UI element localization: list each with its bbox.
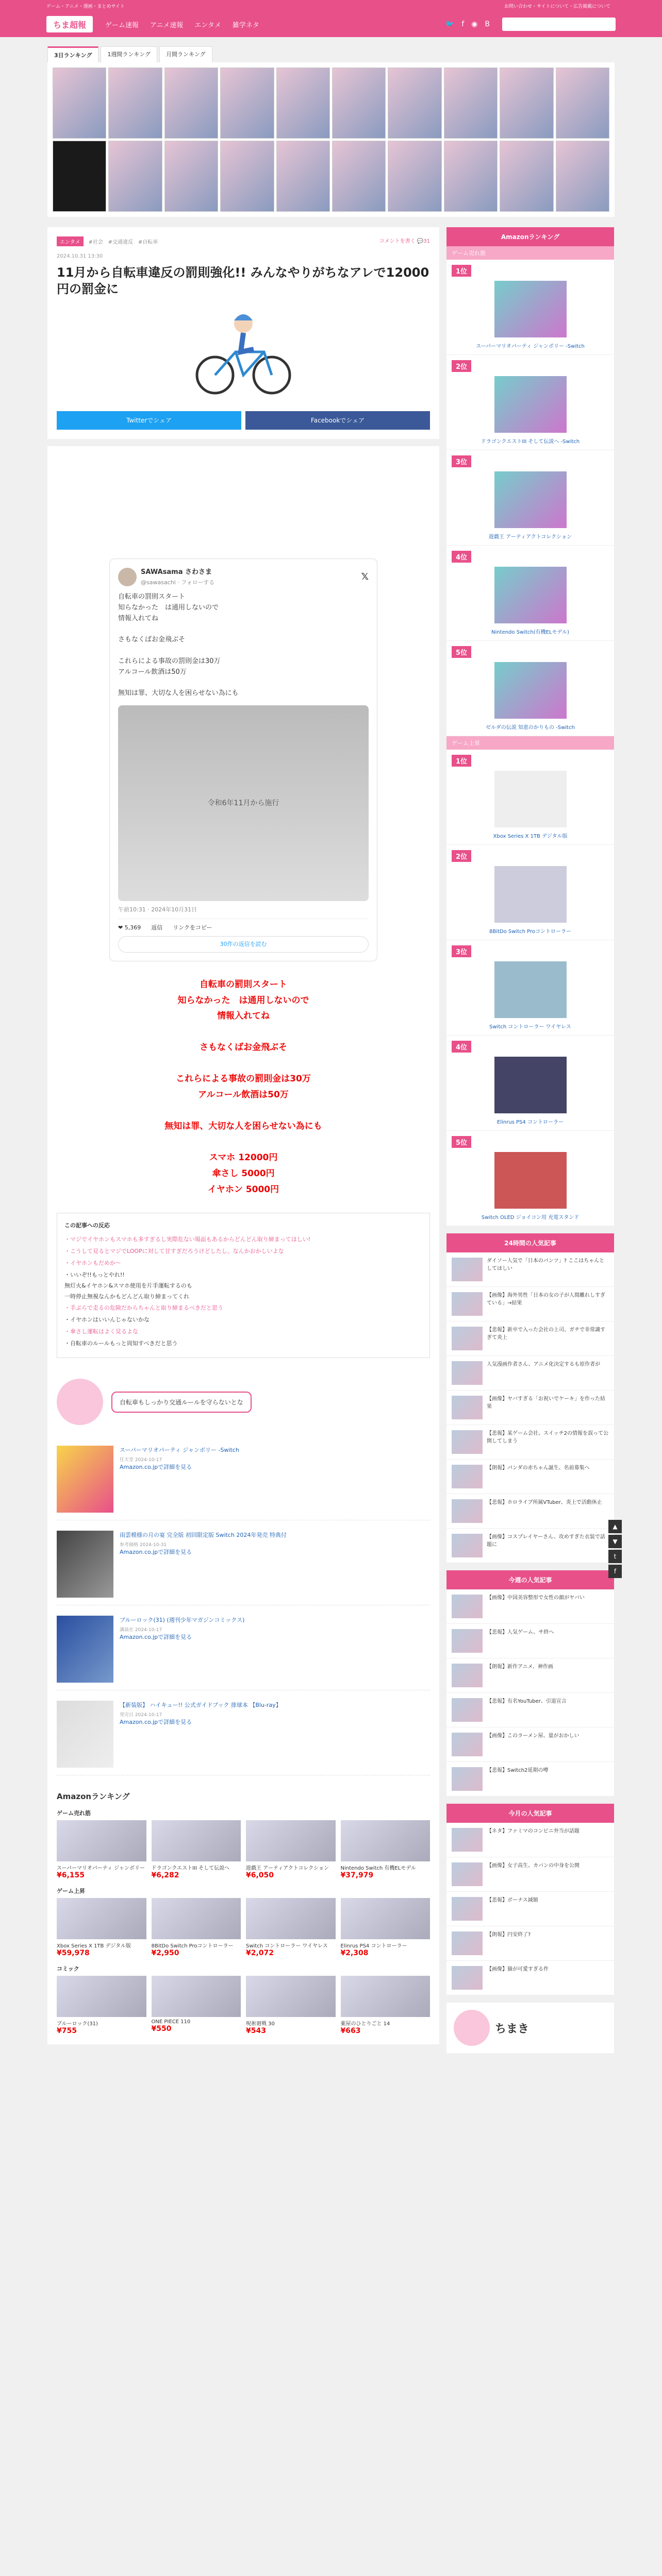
nav-item-zatsugaku[interactable]: 雑学ネタ	[232, 21, 259, 29]
x-logo-icon: 𝕏	[361, 571, 369, 582]
product-card[interactable]: 呪術廻戦 30 ¥543	[246, 1976, 336, 2035]
character-avatar	[454, 2010, 490, 2046]
sidebar-rank-item[interactable]: 4位 Nintendo Switch(有機ELモデル)	[446, 546, 614, 641]
ranking-thumb[interactable]	[500, 67, 553, 139]
reactions-box: この記事への反応 ・マジでイヤホンもスマホも多すぎるし実際危ない場面もあるからどんどん取り締まってほしい! ・こうして見るとマジでLOOPに対して甘すぎだろうけどしたし、なんかおかしいよな ・イヤホンもだめか〜 ・いいぞ!!もっとやれ!! 無灯火&イヤホン&スマホ使用を片手運転するのも 一時停止無視なんかもどんどん取り締まってくれ ・手ぶらで走るの危険だからちゃんと取り締まるべきだと思う ・イヤホンはいいんじゃないかな ・傘さし運転はよく見るよな ・自転車のルールもっと周知すべきだと思う	[57, 1213, 430, 1358]
comment-link[interactable]: コメントを書く 💬31	[379, 239, 430, 244]
news-item[interactable]: 【悲報】人気ゲーム、サ終へ	[446, 1624, 614, 1658]
scroll-up-icon[interactable]: ▲	[608, 1520, 622, 1533]
amazon-ranking-heading: Amazonランキング	[57, 1792, 130, 1802]
sidebar-rank-item[interactable]: 3位 Switch コントローラー ワイヤレス	[446, 940, 614, 1036]
ranking-thumb[interactable]	[108, 141, 162, 212]
ranking-thumb[interactable]	[332, 141, 386, 212]
copy-link-button[interactable]: リンクをコピー	[173, 924, 212, 931]
tweet-text: 自転車の罰則スタート 知らなかった は通用しないので 情報入れてね さもなくばお金飛ぶそ これらによる事故の罰則金は30万 アルコール飲酒は50万 無知は罪、大切な人を困らせない為にも	[118, 593, 239, 698]
rss-icon[interactable]: ◉	[471, 20, 478, 28]
tab-3day[interactable]: 3日ランキング	[47, 46, 98, 62]
news-item[interactable]: ダイソー人気で「日本のパンツ」? ここはちゃんとしてほしい	[446, 1252, 614, 1287]
tweet-author: SAWAsama さわさま	[141, 568, 212, 576]
ranking-thumb[interactable]	[444, 67, 498, 139]
tab-monthly[interactable]: 月間ランキング	[159, 46, 212, 62]
sidebar-amazon-heading: Amazonランキング	[446, 227, 614, 246]
tweet-handle[interactable]: @sawasachi · フォローする	[141, 579, 215, 586]
tab-weekly[interactable]: 1週間ランキング	[101, 46, 157, 62]
floating-buttons	[608, 1520, 622, 1578]
sidebar-rank-item[interactable]: 2位 ドラゴンクエストIII そして伝説へ -Switch	[446, 355, 614, 450]
news-item[interactable]: 【悲報】有名YouTuber、引退宣言	[446, 1693, 614, 1727]
news-item[interactable]: 【画像】中国美容整形で女性の顔がヤバい	[446, 1589, 614, 1624]
ranking-thumb[interactable]	[53, 141, 106, 212]
nav-item-entame[interactable]: エンタメ	[194, 21, 221, 29]
ranking-thumb[interactable]	[388, 141, 441, 212]
embedded-tweet[interactable]	[109, 558, 377, 961]
news-item[interactable]: 【画像】猫が可愛すぎる件	[446, 1961, 614, 1995]
facebook-icon[interactable]: f	[461, 20, 465, 28]
product-card[interactable]: スーパーマリオパーティ ジャンボリー ¥6,155	[57, 1820, 146, 1879]
reply-button[interactable]: 返信	[151, 924, 163, 931]
sidebar-rank-item[interactable]: 5位 ゼルダの伝説 知恵のかりもの -Switch	[446, 641, 614, 736]
bookmark-icon[interactable]: B	[485, 20, 490, 28]
sidebar-rank-item[interactable]: 4位 Elinrus PS4 コントローラー	[446, 1036, 614, 1131]
ranking-thumb[interactable]	[332, 67, 386, 139]
ranking-thumb[interactable]	[164, 141, 218, 212]
product-card[interactable]: ONE PIECE 110 ¥550	[152, 1976, 241, 2035]
avatar	[118, 568, 137, 586]
tag[interactable]: #社会	[88, 240, 103, 245]
sidebar-rank-item[interactable]: 5位 Switch OLED ジョイコン用 充電スタンド	[446, 1131, 614, 1226]
tweet-image[interactable]: 令和6年11月から施行	[118, 705, 369, 901]
ranking-thumbnails	[47, 62, 615, 217]
article-body: SAWAsama さわさま @sawasachi · フォローする 𝕏 自転車の罰則スタート 知らなかった は通用しないので 情報入れてね さもなくばお金飛ぶそ これらによる事故の罰則金は30万 アルコール飲酒は50万 無知は罪、大切な人を困らせない為にも 令和6年11月から施行 午前10:31 · 2024年10月31日 ❤ 5,369 返信 リンクをコピー 30件の返信を読む 自転車の罰則スタート 知らなかった は通用しないので 情報入れてね さもなくばお金飛ぶそ これらによる事故の罰則金は30万 アルコール飲酒は50万 無知は罪、大切な人を困らせない為にも スマホ 12000円 傘さし 5000円 イヤホン 5000円 この記事への反応 ・マジでイヤホンもスマホも多すぎるし実際危ない場面もあるからどんどん取り締まってほしい! ・こうして見るとマジでLOOPに対して甘すぎだろうけどしたし、なんかおかしいよな ・イヤホンもだめか〜 ・いいぞ!!もっとやれ!! 無灯火&イヤホン&スマホ使用を片手運転するのも 一時停止無視なんかもどんどん取り締まってくれ ・手ぶらで走るの危険だからちゃんと取り締まるべきだと思う ・イヤホンはいいんじゃないかな ・傘さし運転はよく見るよな ・自転車のルールもっと周知すべきだと思う 自転車もしっかり交通ルールを守らないとな スーパーマリオパーティ ジャンボリー -Switch 任天堂 2024-10-17 Amazon.co.jpで詳細を見る 雨雲模様の月の宴 完全版 初回限定版 Switch 2024年発売 特典付 参考価格 2024-10-31 Amazon.co.jpで詳細を見る ブルーロック(31) (週刊少年マガジンコミックス) 講談社 2024-10-17 Amazon.co.jpで詳細を見る 【新装版】 ハイキュー!! 公式ガイドブック 排球本 【Blu-ray】 発売日 2024-10-17 Amazon.co.jpで詳細を見る Amazonランキング ゲーム売れ筋 スーパーマリオパーティ ジャンボリー ¥6,155 ドラゴンクエストIII そして伝説へ ¥6,282 遊戯王 アーティアクトコレクション ¥6,050 Nintendo Switch 有機ELモデル ¥37,979 ゲーム上昇 Xbox Series X 1TB デジタル版 ¥59,978 8BitDo Switch Proコントローラー ¥2,950 Switch コントローラー ワイヤレス ¥2,072 Elinrus PS4 コントローラー ¥2,308 コミック ブルーロック(31) ¥755 ONE PIECE 110 ¥550 呪術廻戦 30 ¥543 薬屋のひとりごと 14 ¥663	[47, 446, 439, 2044]
nav-item-anime[interactable]: アニメ速報	[150, 21, 184, 29]
product-item[interactable]: ブルーロック(31) (週刊少年マガジンコミックス) 講談社 2024-10-17 Amazon.co.jpで詳細を見る	[57, 1616, 430, 1690]
character-name: ちまき	[495, 2022, 529, 2036]
news-item[interactable]: 【朗報】新作アニメ、神作画	[446, 1658, 614, 1693]
twitter-share-button[interactable]: Twitterでシェア	[57, 411, 241, 430]
social-icons	[445, 20, 490, 28]
facebook-share-button[interactable]: Facebookでシェア	[245, 411, 430, 430]
daily-popular-heading: 24時間の人気記事	[446, 1233, 614, 1252]
news-item[interactable]: 【悲報】某ゲーム会社、スイッチ2の情報を誤って公開してしまう	[446, 1425, 614, 1460]
product-card[interactable]: ドラゴンクエストIII そして伝説へ ¥6,282	[152, 1820, 241, 1879]
reactions-heading: この記事への反応	[64, 1222, 110, 1229]
news-item[interactable]: 【朗報】パンダの赤ちゃん誕生、名前募集へ	[446, 1460, 614, 1494]
news-item[interactable]: 【悲報】Switch2延期の噂	[446, 1762, 614, 1797]
ranking-thumb[interactable]	[556, 141, 609, 212]
site-character	[446, 2003, 614, 2053]
ranking-thumb[interactable]	[108, 67, 162, 139]
like-button[interactable]: ❤ 5,369	[118, 924, 141, 931]
product-card[interactable]: Xbox Series X 1TB デジタル版 ¥59,978	[57, 1898, 146, 1957]
ranking-thumb[interactable]	[444, 141, 498, 212]
ranking-thumb[interactable]	[220, 67, 274, 139]
news-item[interactable]: 【画像】このラーメン屋、量がおかしい	[446, 1727, 614, 1762]
ranking-thumb[interactable]	[276, 67, 330, 139]
news-item[interactable]: 【朗報】円安終了?	[446, 1926, 614, 1961]
product-item[interactable]: スーパーマリオパーティ ジャンボリー -Switch 任天堂 2024-10-17 Amazon.co.jpで詳細を見る	[57, 1446, 430, 1520]
news-item[interactable]: 【画像】コスプレイヤーさん、攻めすぎた衣装で話題に	[446, 1529, 614, 1563]
product-card[interactable]: Elinrus PS4 コントローラー ¥2,308	[341, 1898, 431, 1957]
ranking-thumb[interactable]	[164, 67, 218, 139]
product-card[interactable]: ブルーロック(31) ¥755	[57, 1976, 146, 2035]
article-date: 2024.10.31 13:30	[57, 253, 103, 259]
ranking-thumb[interactable]	[556, 67, 609, 139]
news-item[interactable]: 【悲報】新卒で入った会社の上司、ガチで非常識すぎて炎上	[446, 1321, 614, 1356]
weekly-popular-heading: 今週の人気記事	[446, 1570, 614, 1589]
product-item[interactable]: 【新装版】 ハイキュー!! 公式ガイドブック 排球本 【Blu-ray】 発売日 2024-10-17 Amazon.co.jpで詳細を見る	[57, 1701, 430, 1775]
site-logo[interactable]: ちま超報	[46, 16, 93, 32]
sidebar-rank-item[interactable]: 1位 スーパーマリオパーティ ジャンボリー -Switch	[446, 260, 614, 355]
twitter-icon[interactable]: t	[608, 1550, 622, 1563]
article-title: 11月から自転車違反の罰則強化!! みんなやりがちなアレで12000円の罰金に	[57, 265, 429, 297]
ad-space	[57, 455, 430, 543]
ranking-thumb[interactable]	[220, 141, 274, 212]
sidebar: Amazonランキング ゲーム売れ筋 1位 スーパーマリオパーティ ジャンボリー -Switch 2位 ドラゴンクエストIII そして伝説へ -Switch 3位 遊戯王 アーティアクトコレクション 4位 Nintendo Switch(有機ELモデル) 5位 ゼルダの伝説 知恵のかりもの -Switch ゲーム上昇 1位 Xbox Series X 1TB デジタル版 2位 8BitDo Switch Proコントローラー 3位 Switch コントローラー ワイヤレス 4位 Elinrus PS4 コントローラー 5位 Switch OLED ジョイコン用 充電スタンド 24時間の人気記事 ダイソー人気で「日本のパンツ」? ここはちゃんとしてほしい 【画像】海外男性「日本の女の子が人間離れしすぎている」→結果 【悲報】新卒で入った会社の上司、ガチで非常識すぎて炎上 人気漫画作者さん、アニメ化決定するも原作者が 【画像】ヤバすぎる「お祝いでケーキ」を作った結果 【悲報】某ゲーム会社、スイッチ2の情報を誤って公開してしまう 【朗報】パンダの赤ちゃん誕生、名前募集へ 【悲報】ホロライブ所属VTuber、炎上で活動休止 【画像】コスプレイヤーさん、攻めすぎた衣装で話題に 今週の人気記事 【画像】中国美容整形で女性の顔がヤバい 【悲報】人気ゲーム、サ終へ 【朗報】新作アニメ、神作画 【悲報】有名YouTuber、引退宣言 【画像】このラーメン屋、量がおかしい 【悲報】Switch2延期の噂 今月の人気記事 【ネタ】ファミマのコンビニ弁当が話題 【画像】女子高生、カバンの中身を公開 【悲報】ボーナス減額 【朗報】円安終了? 【画像】猫が可愛すぎる件 ちまき	[446, 227, 614, 2053]
news-item[interactable]: 【悲報】ボーナス減額	[446, 1892, 614, 1926]
product-card[interactable]: Switch コントローラー ワイヤレス ¥2,072	[246, 1898, 336, 1957]
news-item[interactable]: 人気漫画作者さん、アニメ化決定するも原作者が	[446, 1356, 614, 1391]
nav-item-game[interactable]: ゲーム速報	[105, 21, 139, 29]
product-card[interactable]: 8BitDo Switch Proコントローラー ¥2,950	[152, 1898, 241, 1957]
top-bar-right[interactable]: お問い合わせ・サイトについて・広告掲載について	[504, 4, 610, 9]
tag[interactable]: #交通違反	[108, 240, 134, 245]
news-item[interactable]: 【ネタ】ファミマのコンビニ弁当が話題	[446, 1823, 614, 1857]
speech-bubble: 自転車もしっかり交通ルールを守らないとな	[111, 1392, 252, 1413]
read-replies-button[interactable]: 30件の返信を読む	[118, 936, 369, 953]
sidebar-rank-item[interactable]: 3位 遊戯王 アーティアクトコレクション	[446, 450, 614, 546]
ranking-thumb[interactable]	[388, 67, 441, 139]
scroll-down-icon[interactable]: ▼	[608, 1535, 622, 1548]
product-item[interactable]: 雨雲模様の月の宴 完全版 初回限定版 Switch 2024年発売 特典付 参考価格 2024-10-31 Amazon.co.jpで詳細を見る	[57, 1531, 430, 1605]
category-badge[interactable]: エンタメ	[57, 236, 84, 246]
product-card[interactable]: 薬屋のひとりごと 14 ¥663	[341, 1976, 431, 2035]
character-avatar	[57, 1379, 103, 1425]
facebook-icon[interactable]: f	[608, 1565, 622, 1578]
ranking-thumb[interactable]	[276, 141, 330, 212]
top-bar	[0, 0, 662, 11]
article-header	[47, 227, 439, 439]
ranking-thumb[interactable]	[500, 141, 553, 212]
product-card[interactable]: Nintendo Switch 有機ELモデル ¥37,979	[341, 1820, 431, 1879]
character-comment	[57, 1379, 430, 1425]
tag[interactable]: #自転車	[138, 240, 158, 245]
search-input[interactable]	[502, 18, 616, 31]
tweet-time: 午前10:31 · 2024年10月31日	[118, 906, 197, 913]
main-nav	[105, 20, 259, 29]
highlight-text: 自転車の罰則スタート 知らなかった は通用しないので 情報入れてね さもなくばお金飛ぶそ これらによる事故の罰則金は30万 アルコール飲酒は50万 無知は罪、大切な人を困らせない為にも スマホ 12000円 傘さし 5000円 イヤホン 5000円	[164, 979, 322, 1195]
ranking-thumb[interactable]	[53, 67, 106, 139]
news-item[interactable]: 【画像】ヤバすぎる「お祝いでケーキ」を作った結果	[446, 1391, 614, 1425]
product-card[interactable]: 遊戯王 アーティアクトコレクション ¥6,050	[246, 1820, 336, 1879]
news-item[interactable]: 【悲報】ホロライブ所属VTuber、炎上で活動休止	[446, 1494, 614, 1529]
news-item[interactable]: 【画像】女子高生、カバンの中身を公開	[446, 1857, 614, 1892]
sidebar-rank-item[interactable]: 2位 8BitDo Switch Proコントローラー	[446, 845, 614, 940]
ranking-tabs	[47, 46, 615, 62]
twitter-icon[interactable]: 🐦	[445, 20, 455, 28]
sidebar-rank-item[interactable]: 1位 Xbox Series X 1TB デジタル版	[446, 750, 614, 845]
top-bar-left: ゲーム・アニメ・漫画・まとめサイト	[46, 4, 125, 9]
news-item[interactable]: 【画像】海外男性「日本の女の子が人間離れしすぎている」→結果	[446, 1287, 614, 1321]
monthly-popular-heading: 今月の人気記事	[446, 1804, 614, 1823]
site-header	[0, 11, 662, 37]
bicycle-illustration	[192, 308, 295, 401]
